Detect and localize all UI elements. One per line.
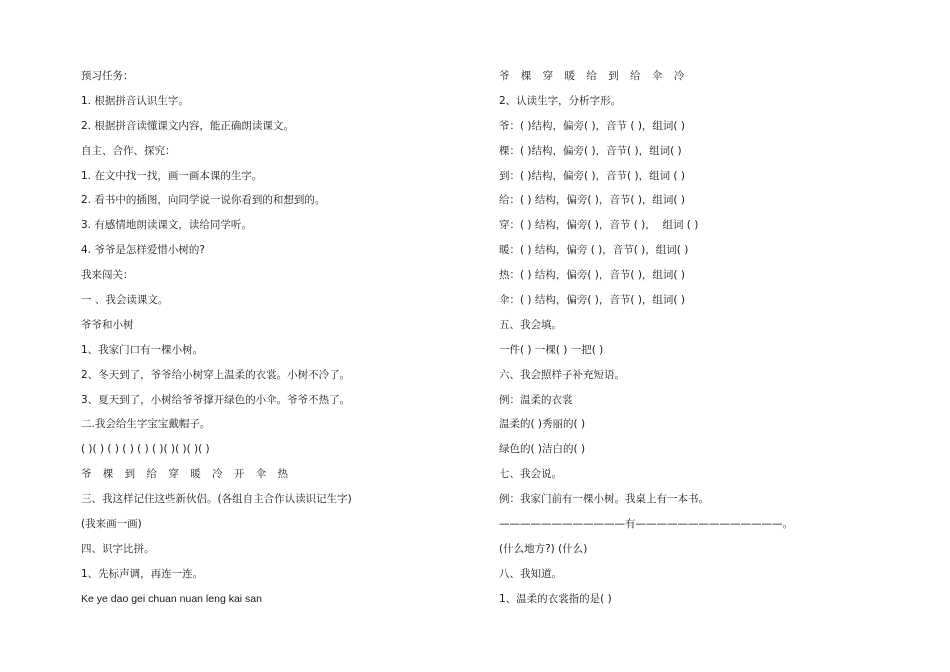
character-analysis-row: 热：( ) 结构，偏旁( )，音节( )，组词( ) — [499, 269, 685, 282]
measure-word-blanks: 一件( ) 一棵( ) 一把( ) — [499, 343, 604, 356]
exercise-heading-fill: 五、我会填。 — [499, 318, 562, 331]
inquiry-item: 1. 在文中找一找，画一画本课的生字。 — [81, 169, 263, 182]
inquiry-item: 4. 爷爷是怎样爱惜小树的? — [81, 244, 205, 257]
preview-task-item: 2. 根据拼音读懂课文内容，能正确朗读课文。 — [81, 119, 294, 132]
exercise-heading-know: 八、我知道。 — [499, 567, 562, 580]
pinyin-blanks: ( )( ) ( ) ( ) ( ) ( )( )( )( )( ) — [81, 443, 210, 456]
text-title: 爷爷和小树 — [81, 318, 134, 331]
exercise-heading-contest: 四、识字比拼。 — [81, 542, 155, 555]
sentence-blank-hints: (什么地方?) (什么) — [499, 542, 588, 555]
exercise-heading-phrases: 六、我会照样子补充短语。 — [499, 368, 625, 381]
right-column — [499, 64, 899, 612]
section-heading-inquiry: 自主、合作、探究： — [81, 144, 176, 157]
character-analysis-row: 暖：( ) 结构，偏旁 ( )，音节( )，组词( ) — [499, 244, 689, 257]
pinyin-row: Ke ye dao gei chuan nuan leng kai san — [81, 592, 262, 605]
inquiry-item: 2. 看书中的插图，向同学说一说你看到的和想到的。 — [81, 194, 326, 207]
character-analysis-row: 伞：( ) 结构，偏旁( )，音节( )，组词( ) — [499, 294, 685, 307]
left-column — [81, 64, 481, 612]
character-analysis-row: 穿：( ) 结构，偏旁( )，音节 ( )， 组词 ( ) — [499, 219, 699, 232]
exercise-heading-memorize: 三、我这样记住这些新伙侣。(各组自主合作认读识记生字) — [81, 493, 352, 506]
section-heading-preview-tasks: 预习任务： — [81, 70, 134, 82]
phrase-example: 例：温柔的衣裳 — [499, 393, 573, 406]
exercise-heading-pinyin-hats: 二.我会给生字宝宝戴帽子。 — [81, 418, 211, 431]
know-question: 1、温柔的衣裳指的是( ) — [499, 592, 612, 605]
exercise-heading-speak: 七、我会说。 — [499, 468, 562, 481]
character-analysis-row: 到：( )结构，偏旁( )，音节( )，组词 ( ) — [499, 169, 685, 182]
inquiry-item: 3. 有感情地朗读课文，读给同学听。 — [81, 219, 252, 232]
phrase-blanks: 温柔的( )秀丽的( ) — [499, 418, 586, 431]
contest-instruction: 1、先标声调，再连一连。 — [81, 567, 204, 580]
character-analysis-row: 爷：( )结构，偏旁( )，音节 ( )，组词( ) — [499, 119, 685, 132]
speak-example: 例：我家门前有一棵小树。我桌上有一本书。 — [499, 493, 709, 506]
exercise-instruction: 2、认读生字，分析字形。 — [499, 94, 622, 107]
section-heading-challenge: 我来闯关： — [81, 269, 134, 282]
text-sentence: 1、我家门口有一棵小树。 — [81, 343, 204, 356]
preview-task-item: 1. 根据拼音认识生字。 — [81, 94, 189, 107]
text-sentence: 3、夏天到了，小树给爷爷撑开绿色的小伞。爷爷不热了。 — [81, 393, 351, 406]
character-row: 爷 棵 穿 暖 给 到 给 伞 冷 — [499, 70, 689, 82]
character-analysis-row: 棵：( )结构，偏旁( )，音节( )，组词( ) — [499, 144, 682, 157]
draw-prompt: (我来画一画) — [81, 518, 142, 531]
text-sentence: 2、冬天到了，爷爷给小树穿上温柔的衣裳。小树不冷了。 — [81, 368, 351, 381]
character-analysis-row: 给：( ) 结构，偏旁( )，音节( )，组词( ) — [499, 194, 685, 207]
exercise-heading-read-text: 一 、我会读课文。 — [81, 294, 169, 307]
phrase-blanks: 绿色的( )洁白的( ) — [499, 443, 586, 456]
character-row: 爷 棵 到 给 穿 暖 冷 开 伞 热 — [81, 468, 293, 481]
sentence-blank-line: ————————————有——————————————。 — [499, 518, 793, 531]
